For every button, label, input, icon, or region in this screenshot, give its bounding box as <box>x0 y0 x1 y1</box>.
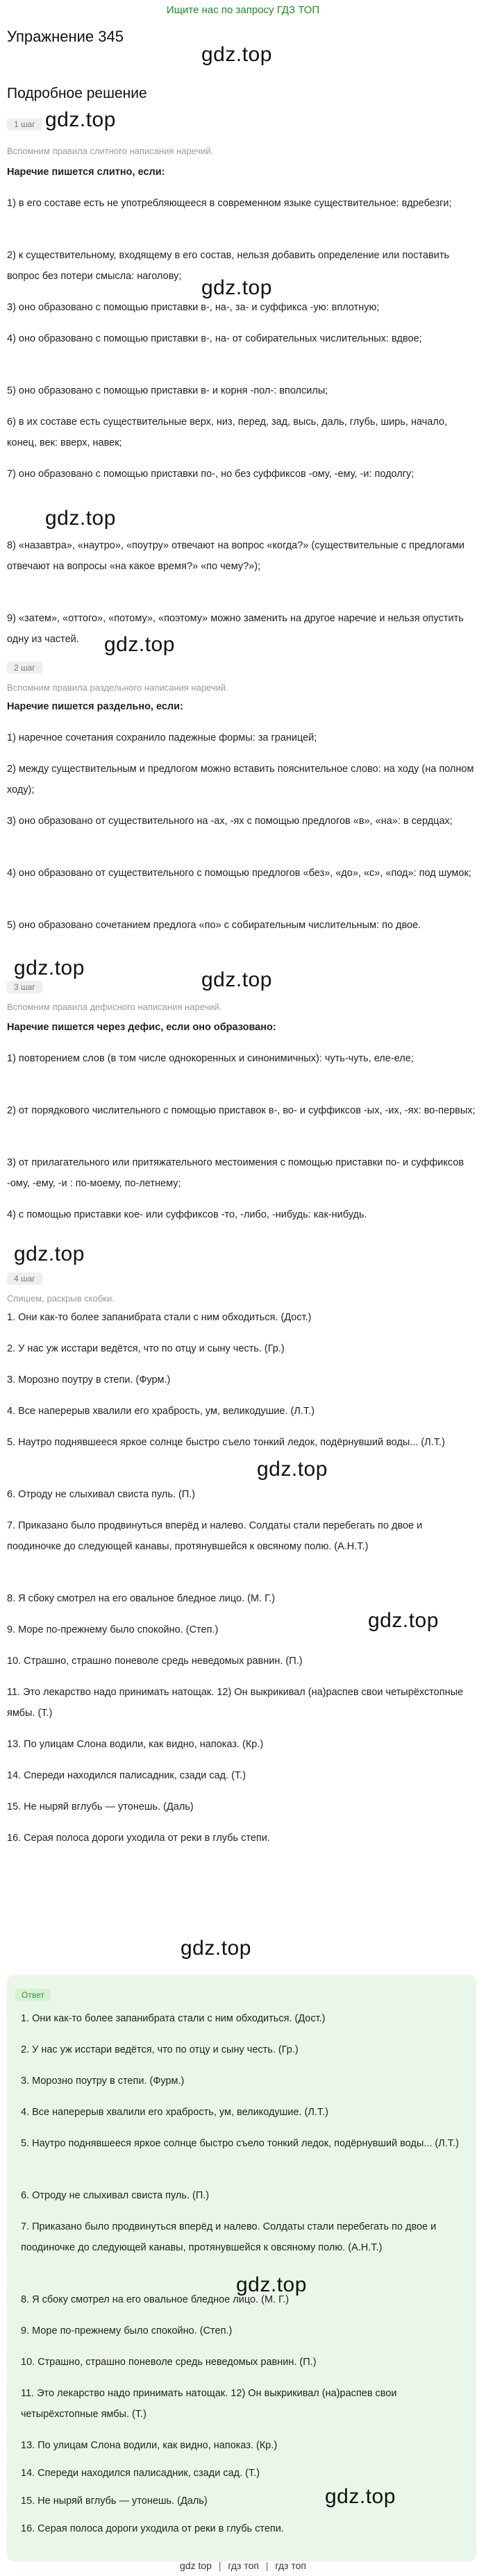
answer-item: 11. Это лекарство надо принимать натощак. 12) Он выкрикивал (на)распев свои четырёхстопные ямбы. (Т.) <box>21 2388 397 2420</box>
sentence-item: 4. Все наперерыв хвалили его храбрость, ум, великодушие. (Л.Т.) <box>7 1406 315 1417</box>
answer-item: 13. По улицам Слона водили, как видно, напоказ. (Кр.) <box>21 2440 278 2451</box>
watermark: gdz.top <box>368 1609 439 1632</box>
rule-item: 2) к существительному, входящему в его состав, нельзя добавить определение или поставить вопрос без потери смысла: наголову; <box>7 250 450 282</box>
footer-separator: | <box>218 2560 221 2571</box>
answer-item: 5. Наутро поднявшееся яркое солнце быстро съело тонкий ледок, подёрнувший воды... (Л.Т.) <box>21 2138 459 2149</box>
rule-heading: Наречие пишется слитно, если: <box>7 167 165 178</box>
step-badge: 4 шаг <box>7 1272 42 1285</box>
rule-item: 5) оно образовано с помощью приставки в- и корня -пол-: вполсилы; <box>7 385 328 396</box>
answer-item: 4. Все наперерыв хвалили его храбрость, ум, великодушие. (Л.Т.) <box>21 2107 329 2118</box>
footer-link[interactable]: gdz top <box>180 2560 212 2571</box>
rule-item: 1) наречное сочетания сохранило падежные формы: за границей; <box>7 732 317 743</box>
step-hint: Вспомним правила дефисного написания наречий. <box>7 1002 222 1012</box>
rule-item: 1) повторением слов (в том числе однокоренных и синонимичных): чуть-чуть, еле-еле; <box>7 1053 414 1064</box>
step-badge: 3 шаг <box>7 981 42 993</box>
sentence-item: 2. У нас уж исстари ведётся, что по отцу и сыну честь. (Гр.) <box>7 1343 285 1354</box>
step-badge: 2 шаг <box>7 662 42 674</box>
watermark: gdz.top <box>201 968 272 991</box>
sentence-item: 5. Наутро поднявшееся яркое солнце быстро съело тонкий ледок, подёрнувший воды... (Л.Т.) <box>7 1437 445 1448</box>
rule-item: 3) оно образовано от существительного на -ах, -ях с помощью предлогов «в», «на»: в сердцах; <box>7 816 453 827</box>
top-banner[interactable]: Ищите нас по запросу ГДЗ ТОП <box>166 4 320 16</box>
footer-link[interactable]: гдз топ <box>275 2560 306 2571</box>
answer-item: 16. Серая полоса дороги уходила от реки в глубь степи. <box>21 2523 284 2534</box>
answer-badge: Ответ <box>15 1989 51 2001</box>
answer-item: 3. Морозно поутру в степи. (Фурм.) <box>21 2076 185 2087</box>
rule-item: 1) в его составе есть не употребляющееся в современном языке существительное: вдребезги; <box>7 198 452 209</box>
footer-separator: | <box>265 2560 269 2571</box>
sentence-item: 16. Серая полоса дороги уходила от реки в глубь степи. <box>7 1833 270 1844</box>
rule-item: 5) оно образовано сочетанием предлога «по» с собирательным числительным: по двое. <box>7 920 421 931</box>
answer-item: 2. У нас уж исстари ведётся, что по отцу и сыну честь. (Гр.) <box>21 2044 299 2055</box>
sentence-item: 7. Приказано было продвинуться вперёд и налево. Солдаты стали перебегать по двое и поодиночке до следующей канавы, протянувшейся к овсяному полю. (А.Н.Т.) <box>7 1520 423 1552</box>
watermark: gdz.top <box>181 1937 251 1960</box>
footer-links <box>0 2560 486 2571</box>
watermark: gdz.top <box>236 2273 307 2296</box>
answer-item: 14. Спереди находился палисадник, сзади сад. (Т.) <box>21 2468 260 2479</box>
page-title: Упражнение 345 <box>7 28 124 45</box>
rule-item: 3) оно образовано с помощью приставки в-, на-, за- и суффикса -ую: вплотную; <box>7 302 380 313</box>
watermark: gdz.top <box>257 1458 328 1481</box>
answer-item: 6. Отроду не слыхивал свиста пуль. (П.) <box>21 2190 210 2201</box>
watermark: gdz.top <box>14 1243 85 1265</box>
sentence-item: 10. Страшно, страшно поневоле средь неведомых равнин. (П.) <box>7 1656 303 1667</box>
sentence-item: 11. Это лекарство надо принимать натощак. 12) Он выкрикивал (на)распев свои четырёхстопные ямбы. (Т.) <box>7 1687 464 1719</box>
step-hint: Спишем, раскрыв скобки. <box>7 1293 115 1304</box>
rule-item: 4) с помощью приставки кое- или суффиксов -то, -либо, -нибудь: как-нибудь. <box>7 1209 367 1220</box>
answer-item: 8. Я сбоку смотрел на его овальное бледное лицо. (М. Г.) <box>21 2294 290 2305</box>
sentence-item: 8. Я сбоку смотрел на его овальное бледное лицо. (М. Г.) <box>7 1593 276 1604</box>
rule-item: 3) от прилагательного или притяжательного местоимения с помощью приставки по- и суффиксов -ому, -ему, -и : по-моему, по-летнему; <box>7 1157 464 1189</box>
rule-item: 4) оно образовано с помощью приставки в-, на- от собирательных числительных: вдвое; <box>7 333 422 344</box>
answer-item: 9. Море по-прежнему было спокойно. (Степ.) <box>21 2325 233 2337</box>
rule-item: 2) между существительным и предлогом можно вставить пояснительное слово: на ходу (на полном ходу); <box>7 764 474 795</box>
rule-item: 4) оно образовано от существительного с помощью предлогов «без», «до», «с», «под»: под шумок; <box>7 868 471 879</box>
rule-item: 6) в их составе есть существительные верх, низ, перед, зад, высь, даль, глубь, ширь, начало, конец, век: вверх, навек; <box>7 416 448 448</box>
sentence-item: 14. Спереди находился палисадник, сзади сад. (Т.) <box>7 1770 246 1781</box>
sentence-item: 15. Не ныряй вглубь — утонешь. (Даль) <box>7 1801 194 1812</box>
watermark: gdz.top <box>104 633 175 656</box>
watermark: gdz.top <box>45 108 116 131</box>
step-hint: Вспомним правила слитного написания наречий. <box>7 146 214 156</box>
sentence-item: 13. По улицам Слона водили, как видно, напоказ. (Кр.) <box>7 1739 264 1750</box>
rule-heading: Наречие пишется через дефис, если оно образовано: <box>7 1022 276 1033</box>
footer-link[interactable]: гдз топ <box>228 2560 259 2571</box>
answer-item: 10. Страшно, страшно поневоле средь неведомых равнин. (П.) <box>21 2357 317 2368</box>
rule-item: 8) «назавтра», «наутро», «поутру» отвечают на вопрос «когда?» (существительные с предлогами отвечают на вопросы «на какое время?» «по чему?»); <box>7 540 465 572</box>
sentence-item: 1. Они как-то более запанибрата стали с ним обходиться. (Дост.) <box>7 1312 312 1323</box>
watermark: gdz.top <box>201 276 272 299</box>
step-hint: Вспомним правила раздельного написания наречий. <box>7 682 228 693</box>
answer-item: 15. Не ныряй вглубь — утонешь. (Даль) <box>21 2495 208 2507</box>
rule-heading: Наречие пишется раздельно, если: <box>7 701 183 712</box>
watermark: gdz.top <box>201 43 272 66</box>
solution-subtitle: Подробное решение <box>7 85 147 101</box>
watermark: gdz.top <box>14 957 85 979</box>
watermark: gdz.top <box>325 2485 396 2508</box>
answer-item: 1. Они как-то более запанибрата стали с ним обходиться. (Дост.) <box>21 2013 326 2024</box>
sentence-item: 3. Морозно поутру в степи. (Фурм.) <box>7 1374 171 1386</box>
sentence-item: 9. Море по-прежнему было спокойно. (Степ.) <box>7 1624 219 1635</box>
answer-item: 7. Приказано было продвинуться вперёд и налево. Солдаты стали перебегать по двое и поодиночке до следующей канавы, протянувшейся к овсяному полю. (А.Н.Т.) <box>21 2221 437 2253</box>
watermark: gdz.top <box>45 507 116 530</box>
step-badge: 1 шаг <box>7 118 42 131</box>
rule-item: 7) оно образовано с помощью приставки по-, но без суффиксов -ому, -ему, -и: подолгу; <box>7 469 414 480</box>
rule-item: 2) от порядкового числительного с помощью приставок в-, во- и суффиксов -ых, -их, -ях: во-первых; <box>7 1105 476 1116</box>
sentence-item: 6. Отроду не слыхивал свиста пуль. (П.) <box>7 1489 196 1500</box>
rule-item: 9) «затем», «оттого», «потому», «поэтому» можно заменить на другое наречие и нельзя опустить одну из частей. <box>7 613 464 645</box>
